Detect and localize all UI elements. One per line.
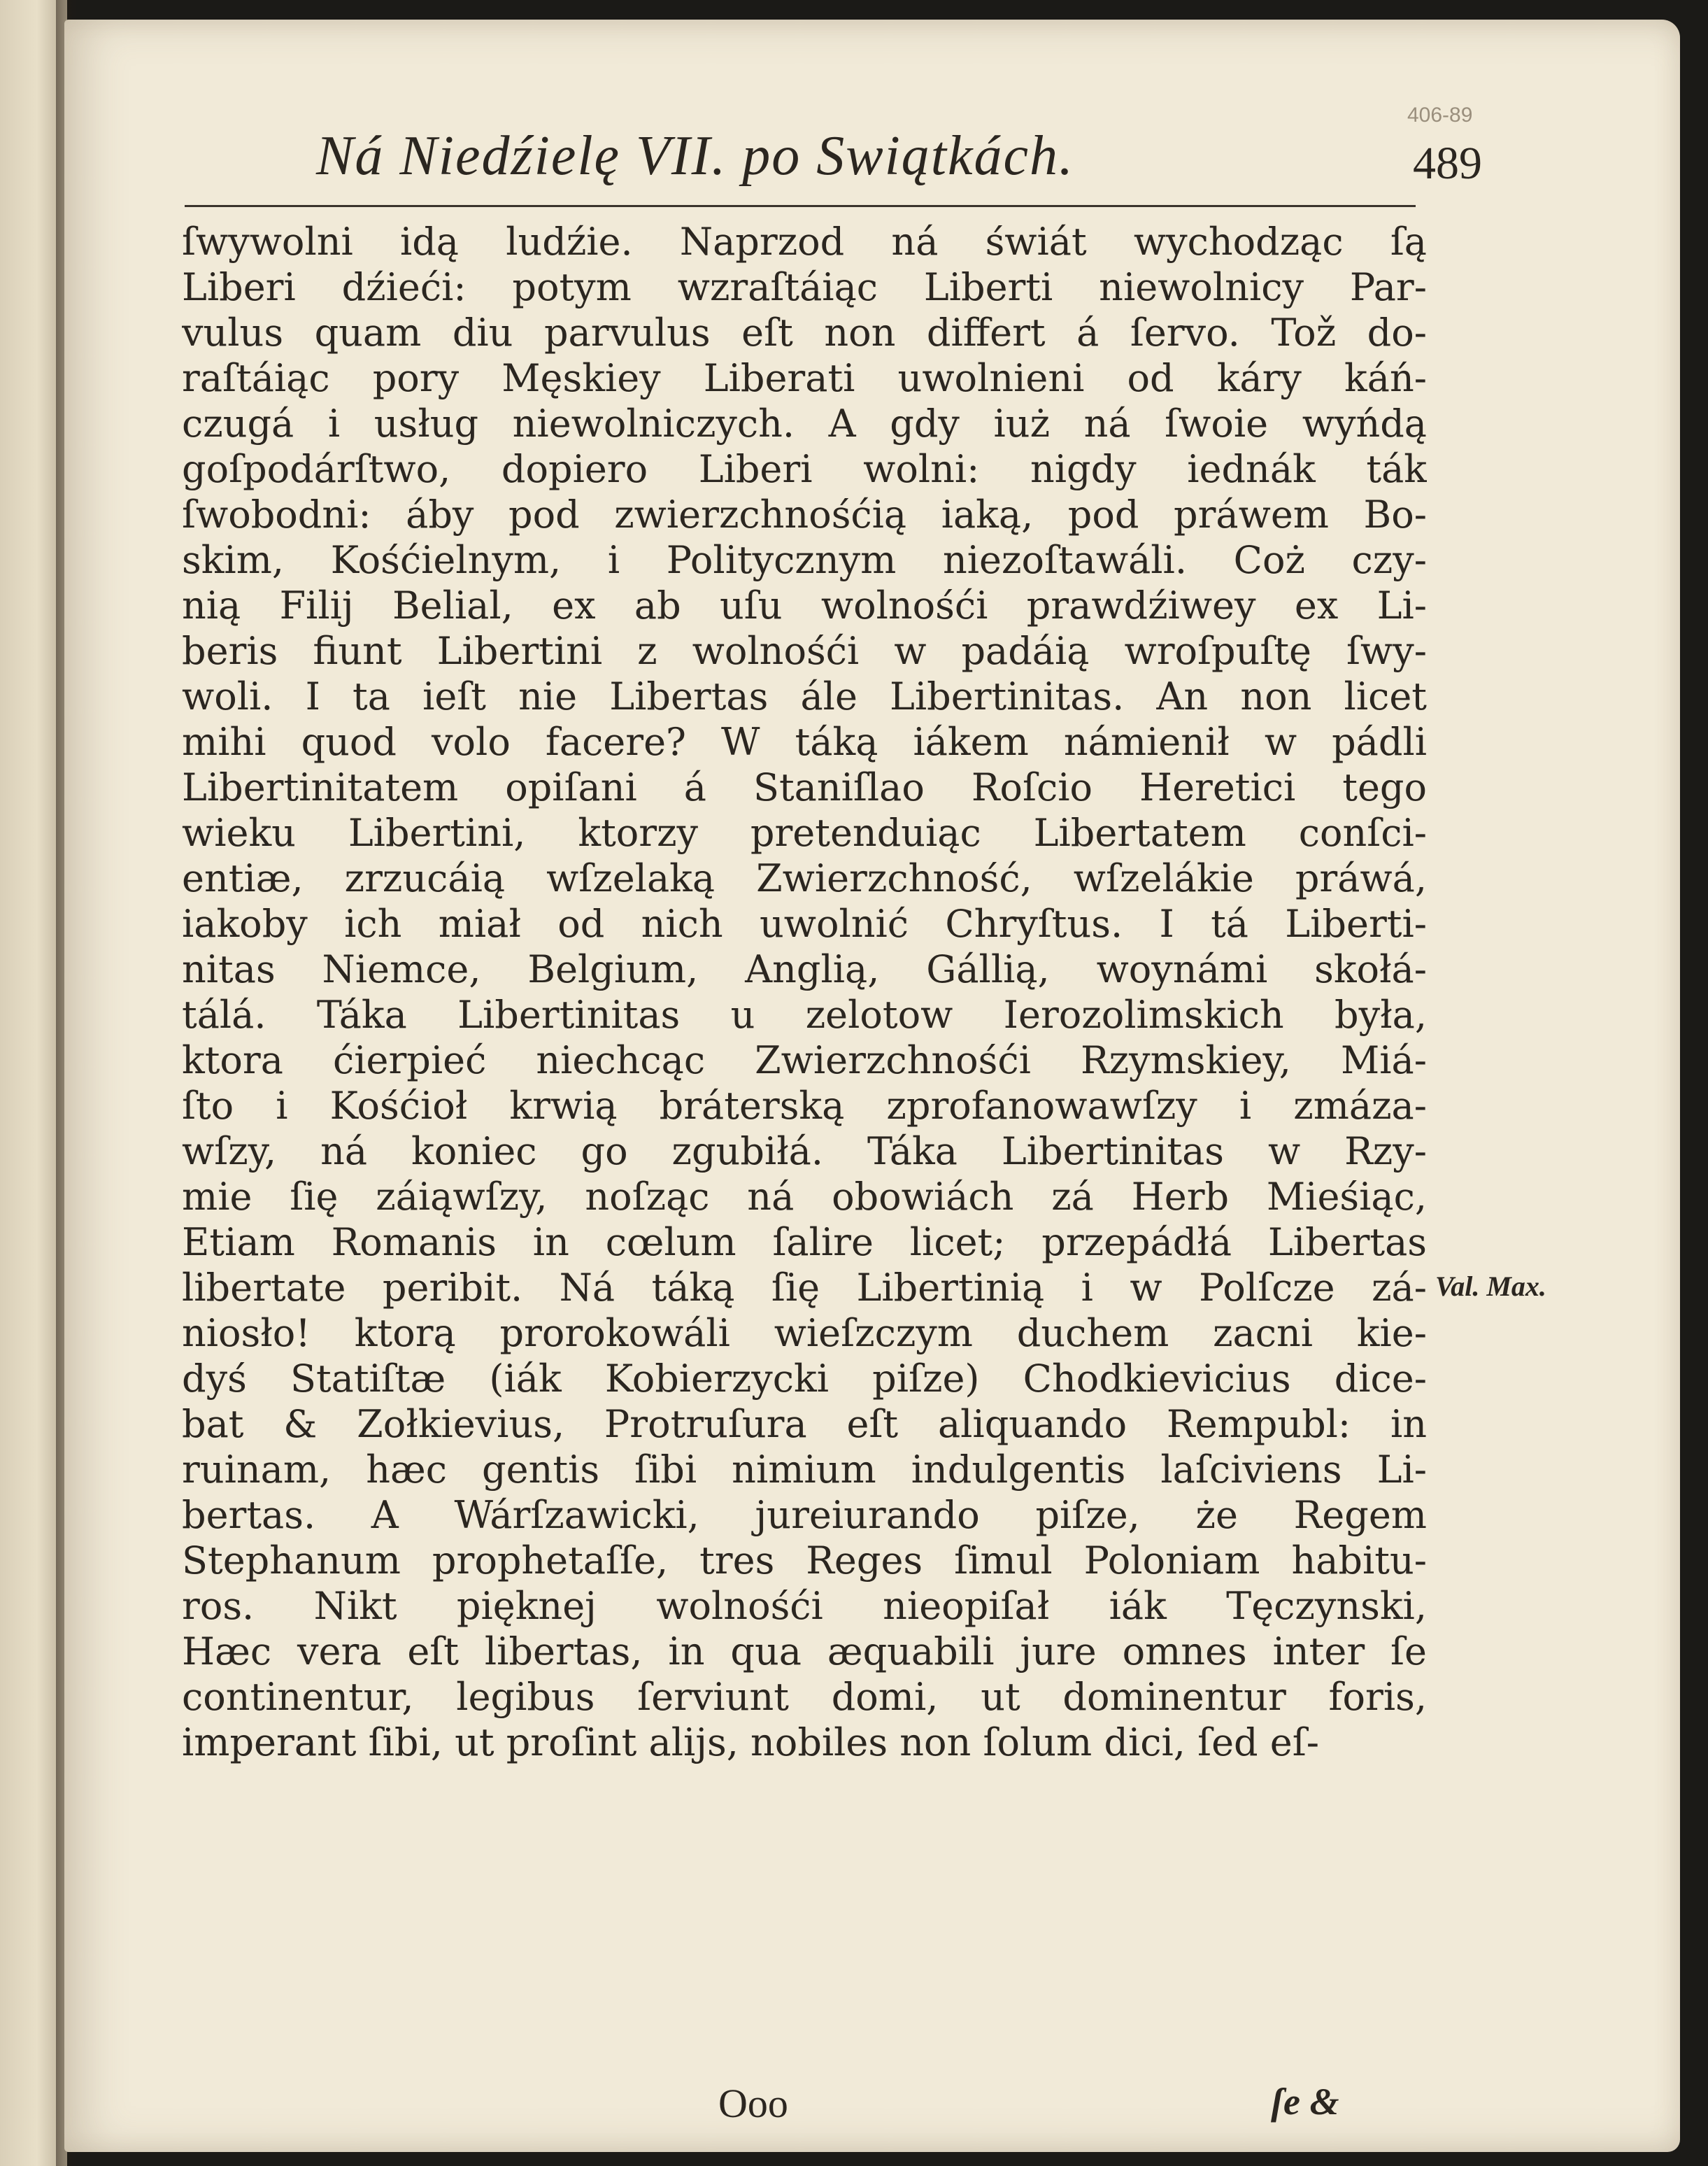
book-page [64, 20, 1680, 2152]
text-line: Liberi dźieći: potym wzraſtáiąc Liberti niewolnicy Par- [182, 265, 1427, 309]
text-line: dyś Statiſtæ (iák Kobierzycki piſze) Chodkievicius dice- [182, 1357, 1427, 1401]
text-line: tálá. Táka Libertinitas u zelotow Ierozolimskich była, [182, 993, 1427, 1037]
text-line: nią Filij Belial, ex ab uſu wolnośći prawdźiwey ex Li- [182, 583, 1427, 628]
text-line: ktora ćierpieć niechcąc Zwierzchnośći Rzymskiey, Miá- [182, 1038, 1427, 1082]
text-line: ſto i Kośćioł krwią bráterską zprofanowawſzy i zmáza- [182, 1084, 1427, 1128]
text-line: Hæc vera eſt libertas, in qua æquabili jure omnes inter ſe [182, 1629, 1427, 1673]
margin-note: Val. Max. [1435, 1270, 1546, 1302]
text-line: mihi quod volo facere? W táką iákem námienił w pádli [182, 720, 1427, 764]
text-line: imperant ſibi, ut proſint alijs, nobiles non ſolum dici, ſed eſ- [182, 1720, 1319, 1764]
page-number: 489 [1413, 138, 1482, 189]
text-line: niosło! ktorą prorokowáli wieſzczym duchem zacni kie- [182, 1311, 1427, 1355]
text-line: bertas. A Wárſzawicki, jureiurando piſze, że Regem [182, 1493, 1427, 1537]
body-text [182, 219, 1427, 1765]
text-line: continentur, legibus ſerviunt domi, ut dominentur foris, [182, 1675, 1427, 1719]
header-rule [185, 205, 1416, 207]
text-line: Stephanum prophetaſſe, tres Reges ſimul Poloniam habitu- [182, 1538, 1427, 1583]
pencil-annotation: 406-89 [1407, 104, 1473, 127]
text-line: libertate peribit. Ná táką ſię Libertinią i w Polſcze zá- [182, 1266, 1427, 1310]
page-content [64, 20, 1680, 2152]
text-line: woli. I ta ieſt nie Libertas ále Libertinitas. An non licet [182, 674, 1427, 719]
text-line: Libertinitatem opiſani á Staniſlao Roſcio Heretici tego [182, 765, 1427, 809]
text-line: vulus quam diu parvulus eſt non differt á ſervo. Tož do- [182, 311, 1427, 355]
text-line: raſtáiąc pory Męskiey Liberati uwolnieni od káry káń- [182, 356, 1427, 400]
text-line: ſwobodni: áby pod zwierzchnośćią iaką, pod práwem Bo- [182, 493, 1427, 537]
text-line: ruinam, hæc gentis ſibi nimium indulgentis laſciviens Li- [182, 1447, 1427, 1492]
text-line: ros. Nikt pięknej wolnośći nieopiſał iák Tęczynski, [182, 1584, 1427, 1628]
text-line: wſzy, ná koniec go zgubiłá. Táka Libertinitas w Rzy- [182, 1129, 1427, 1173]
text-line: entiæ, zrzucáią wſzelaką Zwierzchność, wſzelákie práwá, [182, 856, 1427, 900]
text-line: skim, Kośćielnym, i Politycznym niezoſtawáli. Coż czy- [182, 538, 1427, 582]
text-line: ſwywolni idą ludźie. Naprzod ná świát wychodząc ſą [182, 220, 1427, 264]
text-line: bat & Zołkievius, Protruſura eſt aliquando Rempubl: in [182, 1402, 1427, 1446]
text-line: nitas Niemce, Belgium, Anglią, Gállią, woynámi skołá- [182, 947, 1427, 991]
catchword: ſe & [1271, 2081, 1339, 2123]
signature-mark: Ooo [718, 2081, 788, 2126]
text-line: mie ſię záiąwſzy, noſząc ná obowiách zá Herb Mieśiąc, [182, 1175, 1427, 1219]
text-line: Etiam Romanis in cœlum ſalire licet; przepádłá Libertas [182, 1220, 1427, 1264]
text-line: beris fiunt Libertini z wolnośći w padáią wroſpuſtę ſwy- [182, 629, 1427, 673]
running-header: Ná Niedźielę VII. po Swiątkách. [316, 125, 1075, 187]
text-line: goſpodárſtwo, dopiero Liberi wolni: nigdy iednák ták [182, 447, 1427, 491]
text-line: iakoby ich miał od nich uwolnić Chryſtus. I tá Liberti- [182, 902, 1427, 946]
text-line: wieku Libertini, ktorzy pretenduiąc Libertatem conſci- [182, 811, 1427, 855]
text-line: czugá i usług niewolniczych. A gdy iuż ná ſwoie wyńdą [182, 402, 1427, 446]
